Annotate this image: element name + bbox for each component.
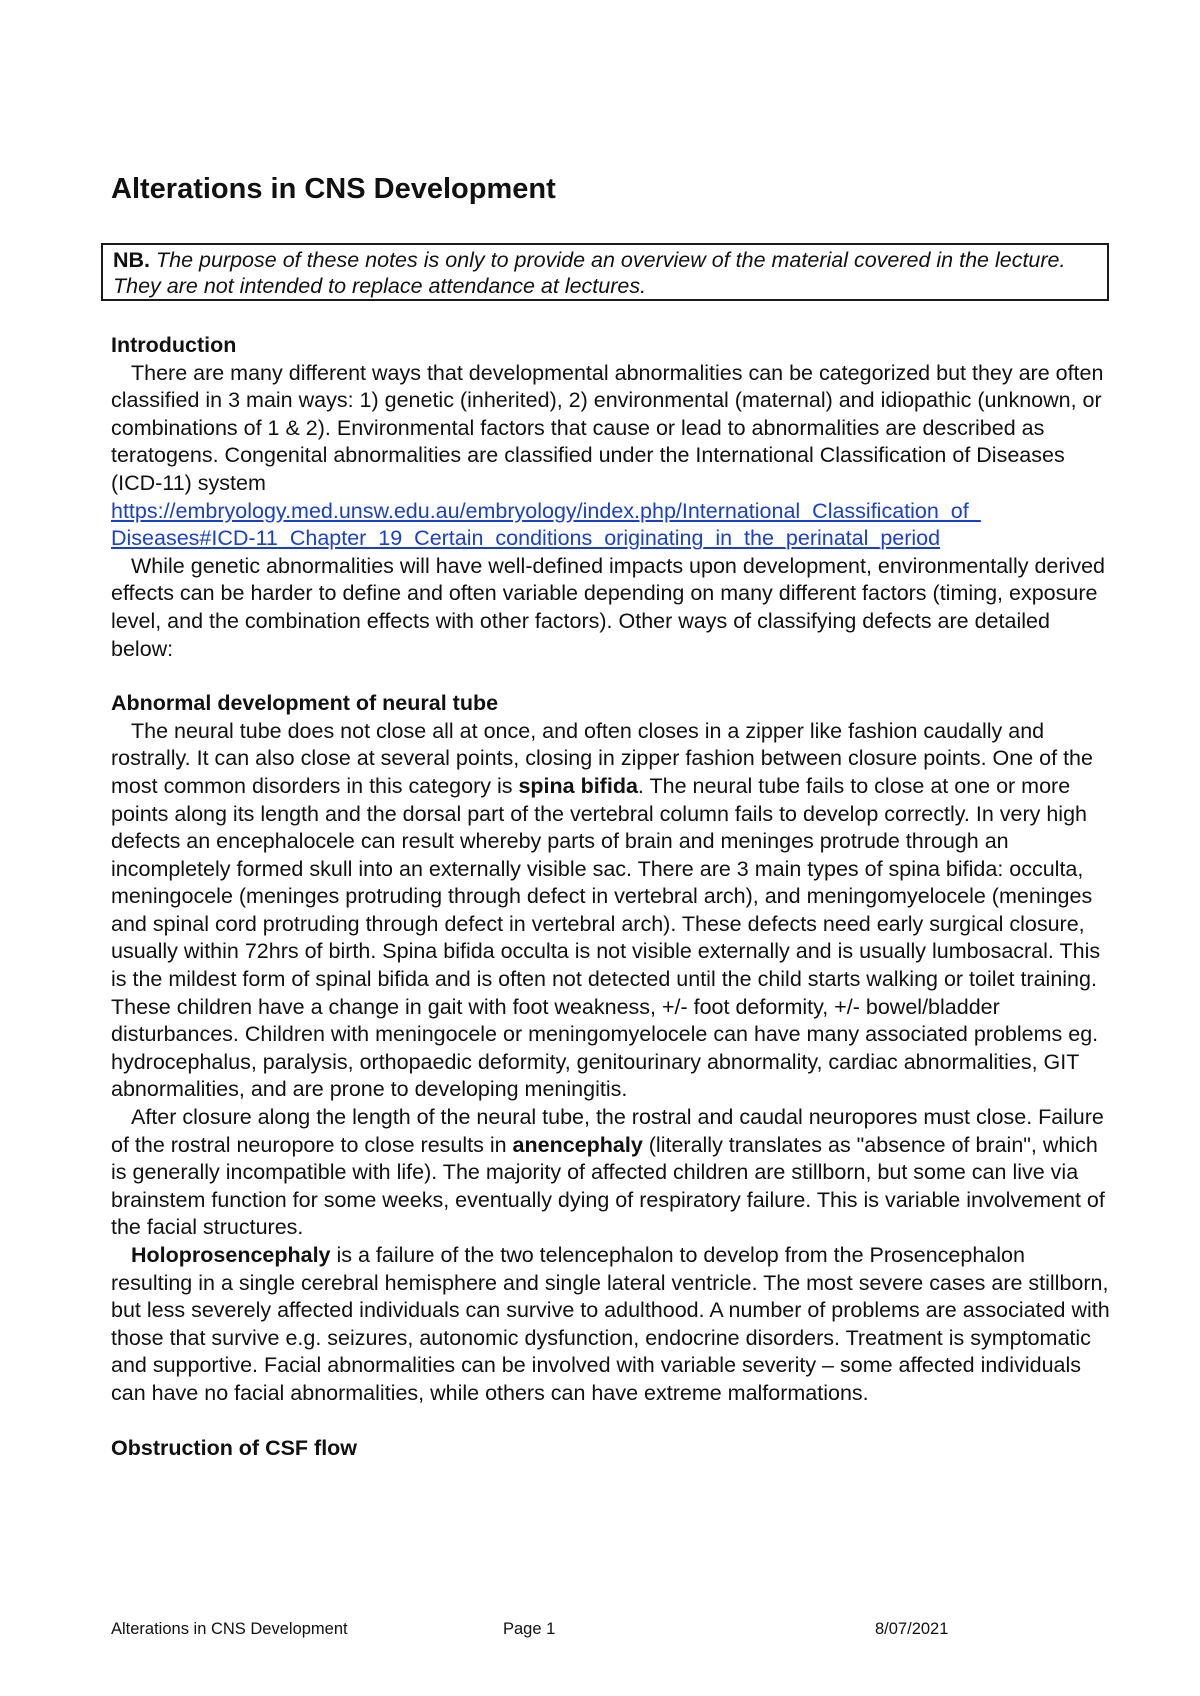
footer-date: 8/07/2021 (875, 1620, 949, 1638)
icd-link[interactable] (111, 499, 981, 551)
term-anencephaly: anencephaly (512, 1132, 643, 1157)
neural-tube-p1-text-a: The neural tube does not close all at once, and often closes in a zipper like fashion caudally and rostrally. It can also close at several points, closing in zipper fashion between closure points. One of the most common disorders in this category is (111, 718, 1093, 798)
term-spina-bifida: spina bifida (518, 773, 638, 798)
neural-tube-paragraph-3 (111, 1242, 1111, 1408)
neural-tube-p2-text-a: After closure along the length of the neural tube, the rostral and caudal neuropores must close. Failure of the rostral neuropore to close results in (111, 1105, 1104, 1157)
icd-link-line-2: Diseases#ICD-11_Chapter_19_Certain_conditions_originating_in_the_perinatal_period (111, 526, 941, 551)
icd-link-line-1: https://embryology.med.unsw.edu.au/embryology/index.php/International_Classification_of_ (111, 498, 981, 523)
footer-page-number: Page 1 (503, 1620, 556, 1638)
neural-tube-p3-text: is a failure of the two telencephalon to develop from the Prosencephalon resulting in a single cerebral hemisphere and single lateral ventricle. The most severe cases are stillborn, but less severely affected individuals can survive to adulthood. A number of problems are associated with those that survive e.g. seizures, autonomic dysfunction, endocrine disorders. Treatment is symptomatic and supportive. Facial abnormalities can be involved with variable severity – some affected individuals can have no facial abnormalities, while others can have extreme malformations. (111, 1243, 1110, 1405)
intro-paragraph-2: While genetic abnormalities will have well-defined impacts upon development, environmentally derived effects can be harder to define and often variable depending on many different factors (timing, exposure level, and the combination effects with other factors). Other ways of classifying defects are detailed below: (111, 553, 1105, 661)
section-heading-csf: Obstruction of CSF flow (111, 1435, 358, 1460)
note-text: The purpose of these notes is only to provide an overview of the material covered in the lecture. They are not intended to replace attendance at lectures. (113, 248, 1066, 298)
neural-tube-paragraph-2 (111, 1104, 1111, 1242)
footer-title: Alterations in CNS Development (111, 1620, 348, 1638)
section-heading-introduction: Introduction (111, 333, 237, 357)
neural-tube-paragraph-1 (111, 718, 1111, 1104)
neural-tube-p2-text-b: (literally translates as "absence of brain", which is generally incompatible with life). The majority of affected children are stillborn, but some can live via brainstem function for some weeks, eventually dying of respiratory failure. This is variable involvement of the facial structures. (111, 1132, 1105, 1240)
neural-tube-p1-text-b: . The neural tube fails to close at one or more points along its length and the dorsal part of the vertebral column fails to develop correctly. In very high defects an encephalocele can result whereby parts of brain and meninges protrude through an incompletely formed skull into an externally visible sac. There are 3 main types of spina bifida: occulta, meningocele (meninges protruding through defect in vertebral arch), and meningomyelocele (meninges and spinal cord protruding through defect in vertebral arch). These defects need early surgical closure, usually within 72hrs of birth. Spina bifida occulta is not visible externally and is usually lumbosacral. This is the mildest form of spinal bifida and is often not detected until the child starts walking or toilet training. These children have a change in gait with foot weakness, +/- foot deformity, +/- bowel/bladder disturbances. Children with meningocele or meningomyelocele can have many associated problems eg. hydrocephalus, paralysis, orthopaedic deformity, genitourinary abnormality, cardiac abnormalities, GIT abnormalities, and are prone to developing meningitis. (111, 773, 1101, 1102)
note-box (101, 243, 1109, 301)
page-title: Alterations in CNS Development (111, 173, 556, 205)
intro-paragraph-1 (111, 360, 1111, 553)
document-body (111, 332, 1111, 1462)
note-label: NB. (113, 248, 151, 272)
intro-paragraph-1-text: There are many different ways that developmental abnormalities can be categorized but they are often classified in 3 main ways: 1) genetic (inherited), 2) environmental (maternal) and idiopathic (unknown, or combinations of 1 & 2). Environmental factors that cause or lead to abnormalities are described as teratogens. Congenital abnormalities are classified under the International Classification of Diseases (ICD-11) system (111, 360, 1104, 495)
section-heading-neural-tube: Abnormal development of neural tube (111, 691, 499, 716)
term-holoprosencephaly: Holoprosencephaly (131, 1243, 331, 1267)
